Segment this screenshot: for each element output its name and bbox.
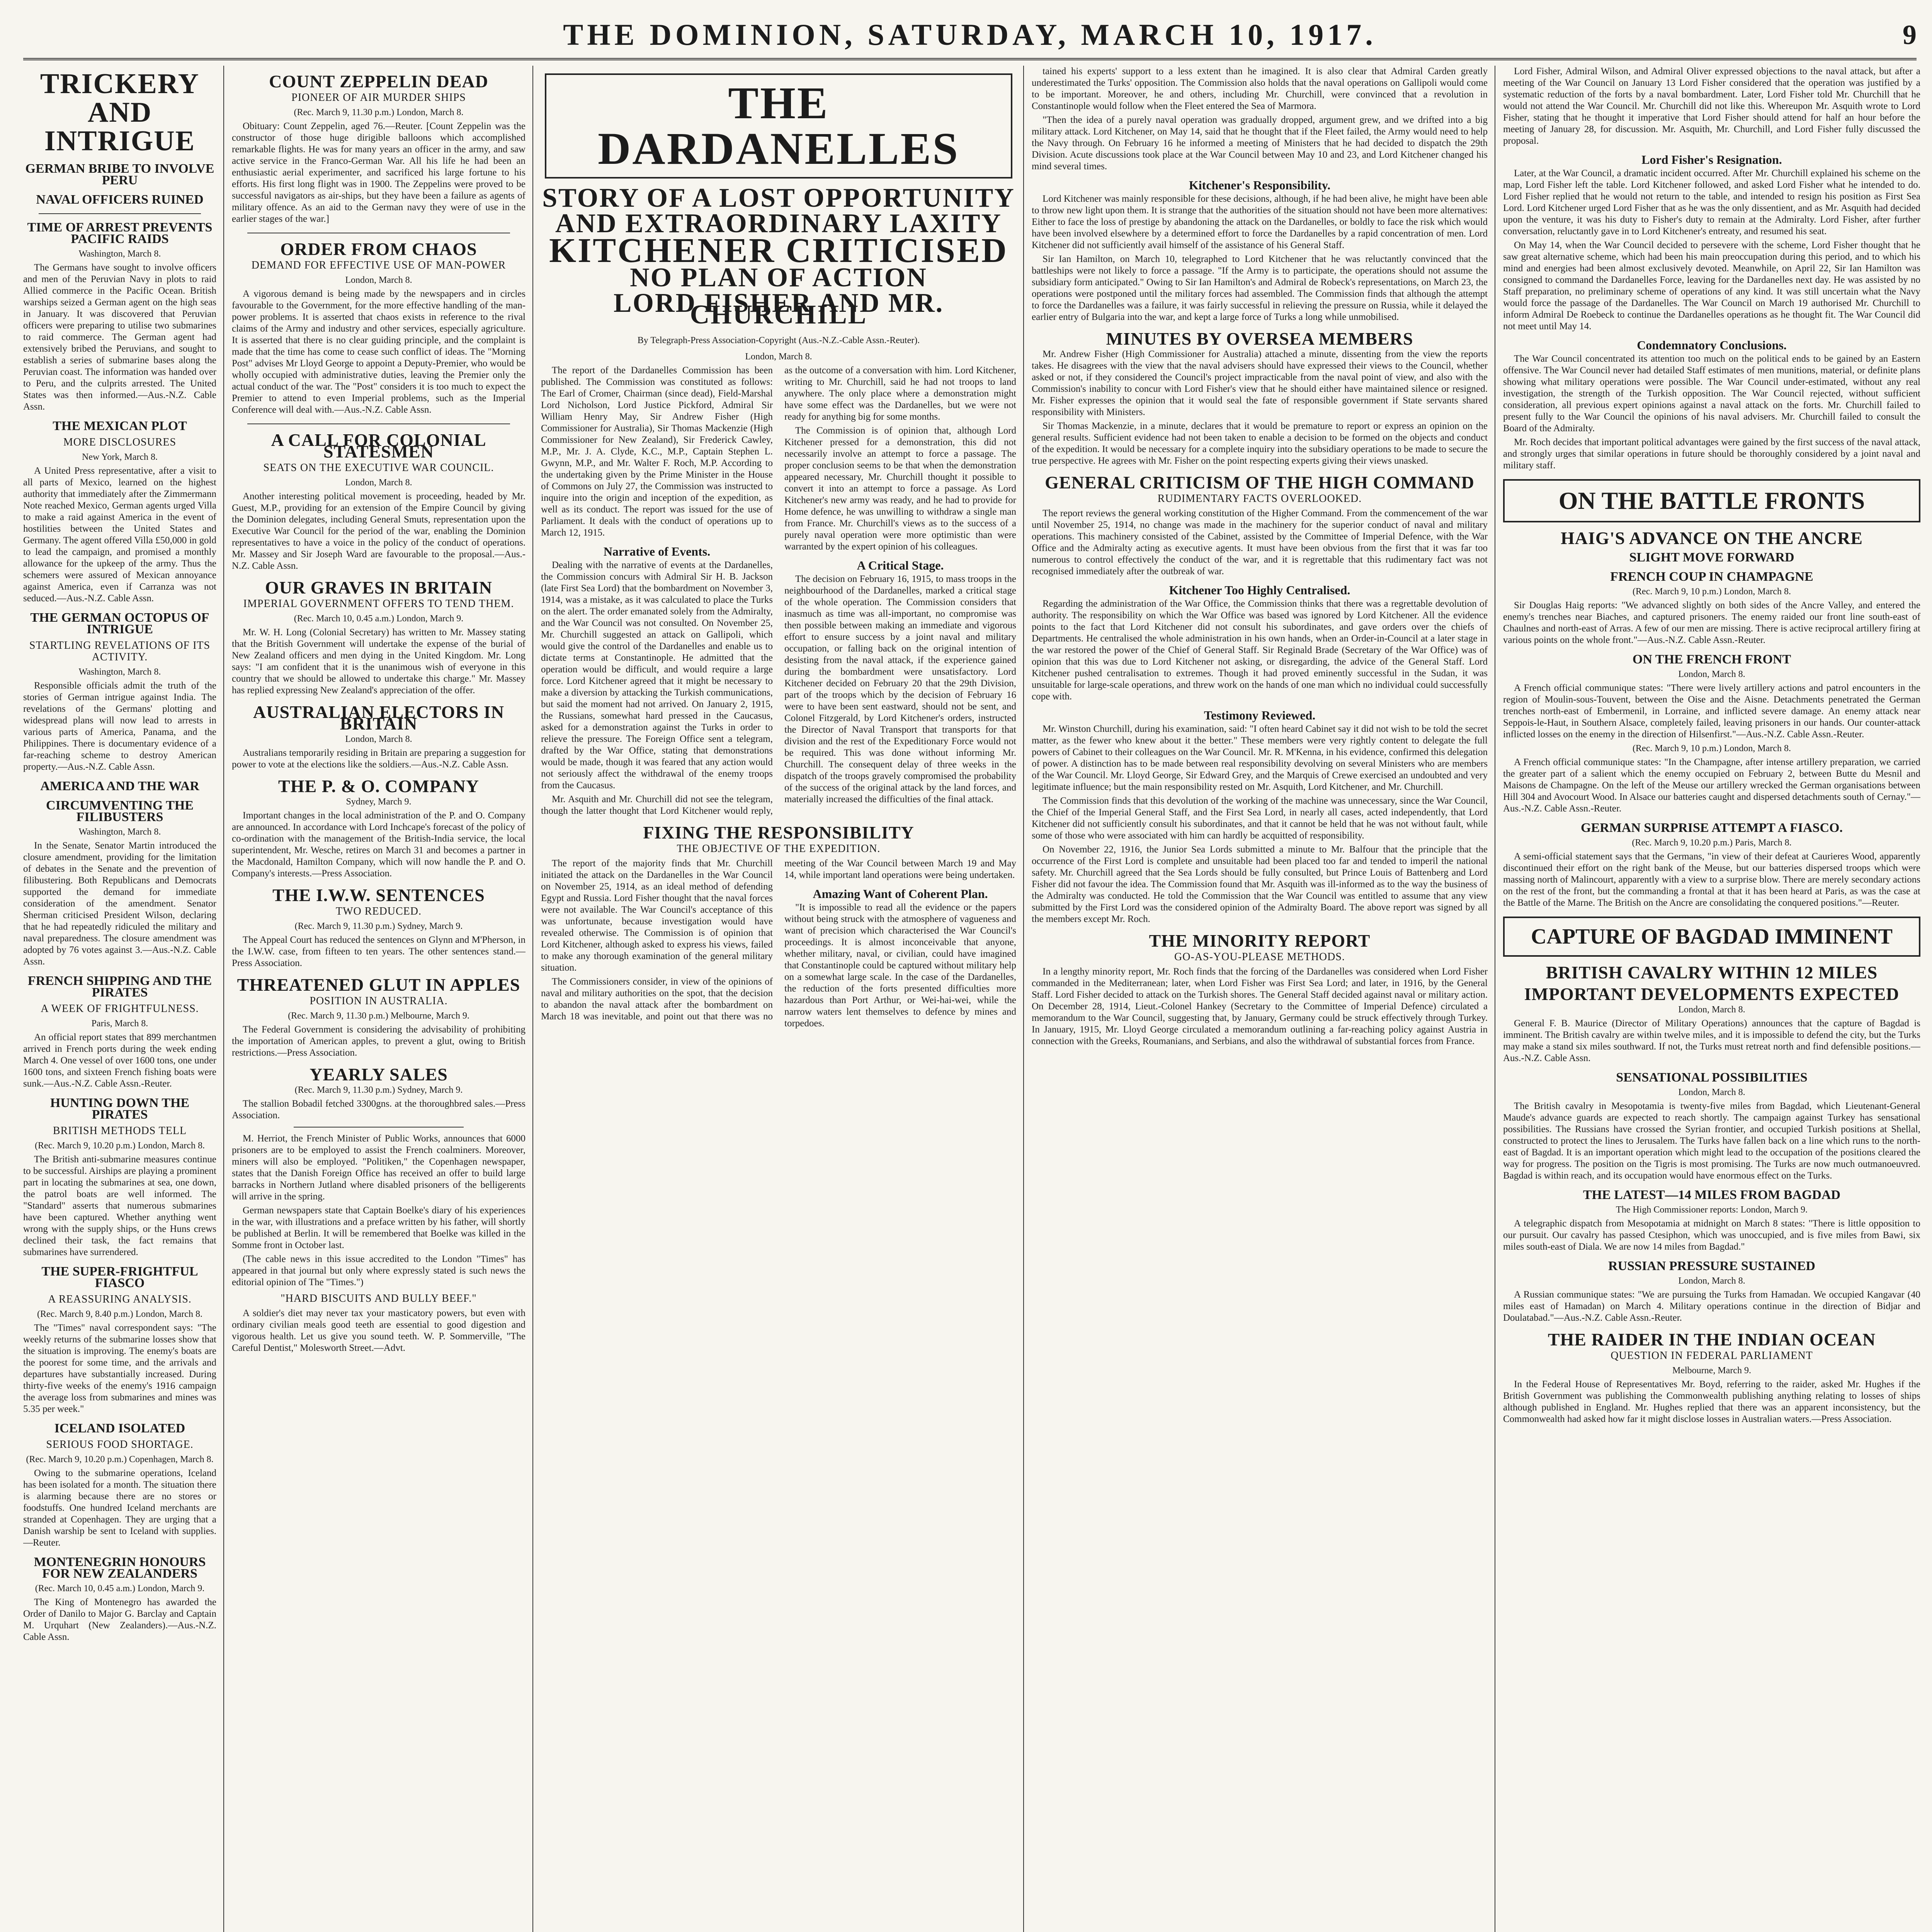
subhead-naval: NAVAL OFFICERS RUINED (36, 192, 204, 207)
headline-mexican-plot: THE MEXICAN PLOT (53, 419, 187, 433)
article-text: Mr. Andrew Fisher (High Commissioner for Australia) attached a minute, dissenting from the view the reports takes. He disagrees with the view that the naval advisers should have expressed their views to the Council, whether asked or not, if they considered the Council's project impracticable from the naval point of view, and also with the Commission's inability to concur with Lord Fisher's view that he should either have maintained silence or resigned. Mr. Fisher expresses the opinion that it would seal the fate of responsible government if State servants shared responsibility with Ministers. (1032, 349, 1488, 417)
article-text: On November 22, 1916, the Junior Sea Lords submitted a minute to Mr. Balfour that the principle that the occurrence of the First Lord is complete and unsuitable had been placed too far and tended to imperil the national safety. Mr. Churchill agreed that the Sea Lords should be fully consulted, but Prince Louis of Battenberg and Lord Fisher did not favour the idea. The Commission found that Mr. Asquith was ill-informed as to the way the business of the Admiralty was conducted. He told the Commission that the War Council was entitled to assume that any view submitted by the First Lord was the considered opinion of the Admiralty Board. The above report was signed by all the members except Mr. Roch. (1032, 844, 1488, 924)
dateline: (Rec. March 9, 11.30 p.m.) Sydney, March 9. (294, 1085, 463, 1095)
subhead-cavalry: BRITISH CAVALRY WITHIN 12 MILES (1546, 963, 1878, 982)
article-text: Regarding the administration of the War Office, the Commission thinks that there was a regrettable devolution of authority. The responsibility on which the War Office was based was ignored by Lord Kitchener. All the evidence points to the fact that Lord Kitchener did not consult his subordinates, and gave orders over the chiefs of Departments. He centralised the whole administration in his own hands, when an Order-in-Council at a later stage in the war restored the power of the Chief of General Staff. Sir Reginald Brade (Secretary of the War Office) was of opinion that this was due to Lord Kitchener not asking, or disregarding, the advice of the General Staff. Lord Kitchener pushed centralisation to extremes. Though it had proved eminently successful in the Sudan, it was unsuitable for large-scale operations, and threw work on the hands of one man which no individual could successfully cope with. (1032, 599, 1488, 702)
article-text: German newspapers state that Captain Boelke's diary of his experiences in the war, with illustrations and a preface written by his father, will shortly be published at Berlin. It will be remembered that Boelke was killed in the Somme front in October last. (232, 1205, 526, 1250)
headline-sensational: SENSATIONAL POSSIBILITIES (1616, 1070, 1808, 1085)
article-text: M. Herriot, the French Minister of Public Works, announces that 6000 prisoners are to be employed to assist the French coalminers. Moreover, miners will also be employed. "Politiken," the Copenhagen newspaper, states that the Danish Foreign Office has received an offer to build large barracks in Northern Jutland where disabled prisoners of the belligerents will arrive in the spring. (232, 1133, 526, 1202)
dateline: New York, March 8. (82, 452, 158, 462)
column-rule (223, 66, 224, 1932)
dateline: London, March 8. (1678, 1005, 1745, 1015)
dateline: Washington, March 8. (78, 667, 161, 677)
headline-bagdad: CAPTURE OF BAGDAD IMMINENT (1531, 925, 1893, 949)
column-4 (1032, 66, 1488, 1932)
article-text: The British cavalry in Mesopotamia is twenty-five miles from Bagdad, which Lieutenant-General Maude's advance guards are expected to reach shortly. The campaign against Turkey has sensational possibilities. The Russians have crossed the Syrian frontier, and occupied Turkish positions at Shellal, constructed to protect the lines to Jerusalem. The Turks have fallen back on a line which runs to the north-east of Bagdad. It is an important operation which might lead to the occupation of the positions cleared the way for progress. The position on the Tigris is most promising. The Turks are now much outmanoeuvred. Bagdad is within reach, and its occupation would have enormous effect on the Turks. (1503, 1101, 1920, 1181)
article-text: Important changes in the local administration of the P. and O. Company are announced. In accordance with Lord Inchcape's forecast of the policy of co-ordination with the management of the British-India service, the local superintendent, Mr. Wesche, retires on March 31 and becomes a partner in the Macdonald, Hamilton Company, which will now handle the P. and O. Company's interests.—Press Association. (232, 810, 526, 879)
dateline: (Rec. March 9, 10.20 p.m.) London, March 8. (35, 1141, 205, 1151)
article-text: Responsible officials admit the truth of the stories of German intrigue against India. The revelations of the Germans' plotting and widespread plans will now lead to arrests in various parts of America, Panama, and the Philippines. There is documentary evidence of a far-reaching scheme to destroy American property.—Aus.-N.Z. Cable Assn. (23, 680, 216, 772)
headline-order: ORDER FROM CHAOS (280, 239, 477, 259)
article-text: In a lengthy minority report, Mr. Roch finds that the forcing of the Dardanelles was considered when Lord Fisher commanded in the Mediterranean; later, when Lord Fisher was First Sea Lord; and later, in 1916, by the General Staff. Lord Fisher decided to attack on the Turkish shores. The General Staff decided against naval or military action. On December 28, 1914, Lieut.-Colonel Hankey (Secretary to the Committee of Imperial Defence) circulated a memorandum to the War Council, suggesting that, by January, Germany could be struck effectively through Turkey. In January, 1915, Mr. Lloyd George circulated a memorandum outlining a far-reaching policy against Austria in connection with the Greeks, Roumanians, and Serbians, and also the withdrawal of substantial forces from France. (1032, 966, 1488, 1046)
subhead-centralised: Kitchener Too Highly Centralised. (1169, 583, 1350, 597)
article-text: The Germans have sought to involve officers and men of the Peruvian Navy in plots to raid Allied commerce in the Pacific Ocean. British warships seized a German agent on the high seas in January. It was discovered that Peruvian officers were preparing to utilise two submarines to raid commerce. The German agent had extensively bribed the Peruvians, and sought to establish a series of submarine bases along the Peruvian coast. The information was handed over to Peru, and the culprits arrested. The United States was then informed.—Aus.-N.Z. Cable Assn. (23, 262, 216, 412)
article-text: A semi-official statement says that the Germans, "in view of their defeat at Caurieres Wood, apparently discontinued their effort on the right bank of the Meuse, but our batteries dispersed troops which were massing north of Malincourt, apparently with a view to a surprise blow. There are merely secondary actions on the rest of the front, but the commanding a frontal at that it has been heard at Paris, as was the case at the Battle of the Marne. The British on the Ancre are consolidating the conquered positions."—Reuter. (1503, 851, 1920, 908)
subhead-seats: SEATS ON THE EXECUTIVE WAR COUNCIL. (263, 462, 494, 474)
dateline: (Rec. March 9, 11.30 p.m.) London, March 8. (294, 107, 464, 117)
article-text: Owing to the submarine operations, Iceland has been isolated for a month. The situation there is alarming because there are no stores or foodstuffs. One hundred Iceland merchants are stranded at Copenhagen. They are urging that a Danish warship be sent to Iceland with supplies.—Reuter. (23, 1468, 216, 1548)
subhead-analysis: A REASSURING ANALYSIS. (48, 1293, 192, 1305)
article-text: The King of Montenegro has awarded the Order of Danilo to Major G. Barclay and Captain M. Urquhart (New Zealanders).—Aus.-N.Z. Cable Assn. (23, 1597, 216, 1642)
article-text: A Russian communique states: "We are pursuing the Turks from Hamadan. We occupied Kangavar (40 miles east of Hamadan) on March 4. Military operations continue in the direction of Bidjar and Doulatabad."—Aus.-N.Z. Cable Assn.-Reuter. (1503, 1289, 1920, 1323)
subhead-slight: SLIGHT MOVE FORWARD (1629, 550, 1794, 565)
dateline: London, March 8. (745, 352, 812, 362)
article-text: "Then the idea of a purely naval operation was gradually dropped, argument grew, and we drifted into a big military attack. Lord Kitchener, on May 14, said that he thought that if the Fleet failed, the Army would need to help the Navy through. On February 16 he informed a meeting of Ministers that he had decided to dispatch the 29th Division. Acute discussions took place at the War Council between May 10 and 23, and Lord Kitchener changed his mind several times. (1032, 115, 1488, 172)
article-text: Lord Kitchener was mainly responsible for these decisions, although, if he had been alive, he might have been able to throw new light upon them. It is strange that the authorities of the situation should not have been more alternatives: Either to face the loss of prestige by abandoning the attack on the Dardanelles, or boldly to face the risk which would have been involved elsewhere by a determined effort to force the Dardanelles by a rapid concentration of men. Lord Kitchener did not sufficiently avail himself of the assistance of his General Staff. (1032, 194, 1488, 250)
headline-biscuits: "HARD BISCUITS AND BULLY BEEF." (281, 1293, 477, 1304)
article-text: The report of the Dardanelles Commission has been published. The Commission was constituted as follows: The Earl of Cromer, Chairman (since dead), Field-Marshal Lord Nicholson, Lord Justice Pickford, Admiral Sir William Henry May, Sir Andrew Fisher (High Commissioner for Australia), Sir Thomas Mackenzie (High Commissioner for New Zealand), Sir Frederick Cawley, M.P., Mr. J. A. Clyde, K.C., M.P., Captain Stephen L. Gwynn, M.P., and Mr. Walter F. Roch, M.P. According to the undertaking given by the Prime Minister in the House of Commons on July 27, the Commission was instructed to inquire into the origin and inception of the expedition, as well as its conduct. The report was issued for the use of Parliament. It deals with the conduct of operations up to March 12, 1915. (541, 365, 773, 538)
article-text: The Commissioners consider, in view of the opinions of naval and military authorities on the spot, that the decision to abandon the naval attack after the bombardment on March 18 was inevitable, and point out that there was no meeting of the War Council between March 19 and May 14, while important land operations were being undertaken. (541, 858, 1016, 1022)
subhead-methods: BRITISH METHODS TELL (53, 1125, 187, 1137)
headline-sales: YEARLY SALES (310, 1065, 448, 1084)
headline-iceland: ICELAND ISOLATED (54, 1421, 185, 1435)
article-text: On May 14, when the War Council decided to persevere with the scheme, Lord Fisher thought that he saw great alternative scheme, which had been his main preoccupation during this period, and to which his mind and energies had been almost exclusively devoted. Meanwhile, on April 22, Sir Ian Hamilton was consigned to command the Dardanelles Force, leaving for the Dardanelles next day. He was assisted by no Staff preparation, no preliminary scheme of operations of any kind. It was still uncertain what the Navy would force the passage of the Dardanelles. The War Council on March 19 authorised Mr. Churchill to inform Admiral De Roebeck to continue the Dardanelles operations as he thought fit. The War Council did not meet until May 14. (1503, 240, 1920, 332)
article-text: The War Council concentrated its attention too much on the political ends to be gained by an Eastern offensive. The War Council never had detailed Staff estimates of men munitions, material, or definite plans showing what military operations were possible. The War Council under-estimated, without any real investigation, the strength of the Turkish opposition. The War Council rejected, without sufficient consideration, all previous expert opinions against a naval attack on the forts. Mr. Churchill failed to present fully to the War Council the opinions of his naval advisers. Mr. Churchill failed to consult the Board of the Admiralty. (1503, 354, 1920, 434)
article-text: A French official communique states: "In the Champagne, after intense artillery preparation, we carried the greater part of a salient which the enemy occupied on February 2, between Butte du Mesnil and Maisons de Champagne. On the left of the Meuse our artillery wrecked the German organisations between Hill 304 and Avocourt Wood. In Alsace our batteries caught and dispersed detachments south of Cernay."—Aus.-N.Z. Cable Assn.-Reuter. (1503, 757, 1920, 814)
column-3 (541, 66, 1016, 1932)
subhead-responsibility: Kitchener's Responsibility. (1189, 178, 1331, 192)
separator (294, 1127, 464, 1128)
headline-fiasco: THE SUPER-FRIGHTFUL FIASCO (41, 1264, 198, 1290)
headline-graves: OUR GRAVES IN BRITAIN (265, 578, 493, 597)
dateline: Sydney, March 9. (346, 797, 412, 807)
article-text: Australians temporarily residing in Britain are preparing a suggestion for power to vote at the elections like the soldiers.—Aus.-N.Z. Cable Assn. (232, 748, 526, 770)
article-text: Mr. Asquith and Mr. Churchill did not see the telegram, though the latter thought that Lord Kitchener would reply, as the outcome of a conversation with him. Lord Kitchener, writing to Mr. Churchill, said he had not troops to land anywhere. The only place where a demonstration might have some effect was the Dardanelles, but we were not ready for anything big for some months. (541, 365, 1016, 816)
subhead-food: SERIOUS FOOD SHORTAGE. (46, 1439, 194, 1451)
article-text: The decision on February 16, 1915, to mass troops in the neighbourhood of the Dardanelles, marked a critical stage of the whole operation. The Commission considers that inasmuch as time was all-important, no compromise was then possible between making an immediate and vigorous effort to ensure success by a joint naval and military occupation, or falling back on the original intention of desisting from the naval attack, if the experience gained during the bombardment were unsatisfactory. Lord Kitchener decided on February 20 that the 29th Division, part of the troops which by the decision of February 16 were to have been sent eastward, should not be sent, and Colonel Fitzgerald, by Lord Kitchener's orders, instructed the Director of Naval Transport that transports for that division and the rest of the Expeditionary Force would not be required. This was done without informing Mr. Churchill. The consequent delay of three weeks in the dispatch of the troops gravely compromised the probability of the success of the original attack by the land forces, and materially increased the difficulties of the final attack. (784, 574, 1016, 804)
headline-electors: AUSTRALIAN ELECTORS IN BRITAIN (253, 702, 504, 733)
headline-colonial: A CALL FOR COLONIAL STATESMEN (271, 430, 486, 461)
dateline: (Rec. March 9, 8.40 p.m.) London, March 8. (37, 1309, 202, 1319)
headline-iww: THE I.W.W. SENTENCES (272, 885, 485, 905)
headline-minority: THE MINORITY REPORT (1149, 931, 1371, 951)
subhead-testimony: Testimony Reviewed. (1204, 708, 1316, 722)
subhead-objective: THE OBJECTIVE OF THE EXPEDITION. (677, 843, 881, 855)
headline-po: THE P. & O. COMPANY (278, 776, 479, 796)
article-text: tained his experts' support to a less extent than he imagined. It is also clear that Admiral Carden greatly underestimated the Turks' opposition. The Commission also holds that the naval operations on Gallipoli would come to be important. Moreover, he and others, including Mr. Churchill, were convinced that a revolution in Constantinople would follow when the Fleet entered the Sea of Marmora. (1032, 66, 1488, 111)
subhead-frightfulness: A WEEK OF FRIGHTFULNESS. (41, 1003, 199, 1015)
subhead-laxity: AND EXTRAORDINARY LAXITY (555, 209, 1002, 238)
dateline: (Rec. March 9, 11.30 p.m.) Melbourne, March 9. (288, 1011, 469, 1021)
article-body (541, 858, 1016, 1029)
headline-zeppelin: COUNT ZEPPELIN DEAD (269, 71, 488, 91)
dateline: London, March 8. (1678, 1087, 1745, 1097)
article-text: The stallion Bobadil fetched 3300gns. at the thoroughbred sales.—Press Association. (232, 1099, 526, 1121)
article-text: Lord Fisher, Admiral Wilson, and Admiral Oliver expressed objections to the naval attack, but after a meeting of the War Council on January 13 Lord Fisher considered that the operation was justified by a systematic reduction of the forts by a naval bombardment. Later, Lord Fisher told Mr. Churchill that he would not attend the War Council. Mr. Churchill did not like this. Whereupon Mr. Asquith wrote to Lord Fisher, stating that he thought it imperative that Lord Fisher should attend for half an hour before the meeting of January 28, for discussion. Mr. Asquith, Mr. Churchill, and Lord Fisher fully discussed the proposal. (1503, 66, 1920, 146)
subhead-kitchener: KITCHENER CRITICISED (549, 231, 1008, 270)
article-text: A United Press representative, after a visit to all parts of Mexico, learned on the highest authority that immediately after the Zimmermann Note reached Mexico, German agents urged Villa to make a raid against America in the event of hostilities between the United States and Germany. The agent offered Villa £50,000 in gold to lead the campaign, and promised a monthly allowance for the upkeep of the army. Thus the schemers were assured of Mexican annoyance against America, even if Carranza was not seduced.—Aus.-N.Z. Cable Assn. (23, 466, 216, 604)
wire-credit: By Telegraph-Press Association-Copyright (Aus.-N.Z.-Cable Assn.-Reuter). (637, 335, 920, 345)
column-1 (23, 66, 216, 1932)
subhead-haig: HAIG'S ADVANCE ON THE ANCRE (1561, 528, 1863, 548)
dateline: London, March 8. (1678, 669, 1745, 679)
article-text: Sir Thomas Mackenzie, in a minute, declares that it would be premature to report or express an opinion on the general results. Sufficient evidence had not been taken to enable a decision to be formed on the objects and conduct of the expedition. It would be necessary for a complete inquiry into the subsidiary operations to be made to secure the true perspective. He agrees with Mr. Fisher on the point respecting experts giving their views unasked. (1032, 421, 1488, 466)
headline-hunting: HUNTING DOWN THE PIRATES (50, 1096, 190, 1122)
subhead-champagne: FRENCH COUP IN CHAMPAGNE (1610, 570, 1813, 584)
dateline: London, March 8. (1678, 1276, 1745, 1286)
headline-french-front: ON THE FRENCH FRONT (1632, 652, 1791, 667)
article-text: Mr. W. H. Long (Colonial Secretary) has written to Mr. Massey stating that the British Government will undertake the expense of the burial of New Zealand officers and men dying in the United Kingdom. Mr. Long says: "I am confident that it is the unanimous wish of everyone in this country that we should be allowed to undertake this charge." Mr. Massey has replied expressing New Zealand's appreciation of the offer. (232, 627, 526, 696)
subhead-position: POSITION IN AUSTRALIA. (310, 995, 448, 1007)
article-text: A vigorous demand is being made by the newspapers and in circles favourable to the Government, for the more effective handling of the man-power problems. It is asserted that chaos exists in reference to the rival claims of the Army and industry and other services, especially agriculture. It is asserted that there is no clear guiding principle, and the complaint is made that the time has come to cease such conflict of ideas. The "Morning Post" advises Mr Lloyd George to appoint a Deputy-Premier, who would be wholly occupied with administrative duties, leaving the Premier only the actual conduct of the war. The "Post" considers it is too much to expect the Premier to attend to even Imperial problems, such as the Imperial Conference will deal with.—Aus.-N.Z. Cable Assn. (232, 289, 526, 415)
article-text: "It is impossible to read all the evidence or the papers without being struck with the atmosphere of vagueness and want of precision which characterised the War Council's proceedings. It is almost inconceivable that anyone, whether military, naval, or civilian, could have imagined that Constantinople could be captured without military help on a somewhat large scale. In the case of the Dardanelles, the reduction of the forts presented difficulties more hazardous than Port Arthur, or Wei-hai-wei, while the narrow waters lent themselves to defence by mines and torpedoes. (784, 902, 1016, 1029)
article-text: The "Times" naval correspondent says: "The weekly returns of the submarine losses show that the situation is improving. The enemy's boats are the poorest for some time, and the arrivals and departures have substantially increased. During thirty-five weeks of the enemy's 1916 campaign the average loss from submarines and mines was 5.35 per week." (23, 1323, 216, 1414)
subhead-disclosures: MORE DISCLOSURES (63, 436, 177, 448)
dateline: The High Commissioner reports: London, March 9. (1616, 1205, 1808, 1215)
subhead-narrative: Narrative of Events. (603, 544, 711, 558)
dateline: London, March 8. (345, 275, 412, 285)
headline-french-shipping: FRENCH SHIPPING AND THE PIRATES (27, 974, 212, 1000)
subhead-rudimentary: RUDIMENTARY FACTS OVERLOOKED. (1157, 493, 1362, 505)
column-5 (1503, 66, 1920, 1932)
subhead-manpower: DEMAND FOR EFFECTIVE USE OF MAN-POWER (251, 259, 506, 271)
dateline: Washington, March 8. (78, 827, 161, 837)
article-text: The Appeal Court has reduced the sentences on Glynn and M'Pherson, in the I.W.W. case, from fifteen to ten years. The other sentences stand.—Press Association. (232, 935, 526, 968)
subhead-critical: A Critical Stage. (857, 558, 944, 572)
dateline: (Rec. March 9, 11.30 p.m.) Sydney, March 9. (294, 921, 463, 931)
separator (247, 423, 510, 424)
article-text: Obituary: Count Zeppelin, aged 76.—Reuter. [Count Zeppelin was the constructor of those huge dirigible balloons which accomplished remarkable flights. He was for many years an officer in the army, and saw active service in the Franco-German War. All his life he had been an enthusiastic aerial experimenter, and sacrificed his large fortune to his efforts. His first long flight was in 1900. The Zeppelins were proved to be successful navigators as air-ships, but they have been a failure as agents of military offence. As an aid to the German navy they were of use in the earlier stages of the war.] (232, 121, 526, 224)
column-rule (532, 66, 533, 1932)
dateline: London, March 8. (345, 478, 412, 488)
separator (39, 213, 201, 214)
dateline: (Rec. March 10, 0.45 a.m.) London, March 9. (35, 1583, 205, 1594)
article-text: In the Federal House of Representatives Mr. Boyd, referring to the raider, asked Mr. Hughes if the British Government was publishing the Commonwealth publishing anything relating to losses of ships although published in England. Mr. Hughes replied that there was an apparent inconsistency, but the Commonwealth had asked how far it might disclose losses in Australian waters.—Press Association. (1503, 1379, 1920, 1424)
article-text: The Federal Government is considering the advisability of prohibiting the importation of American apples, to prevent a glut, owing to British restrictions.—Press Association. (232, 1024, 526, 1058)
headline-russian: RUSSIAN PRESSURE SUSTAINED (1608, 1259, 1815, 1273)
article-text: Later, at the War Council, a dramatic incident occurred. After Mr. Churchill explained his scheme on the map, Lord Fisher left the table. Lord Kitchener followed, and asked Lord Fisher what he intended to do. Lord Fisher replied that he would not return to the table, and intended to resign his position as First Sea Lord. Lord Kitchener urged Lord Fisher that as he was the only dissentient, and as Mr. Asquith had decided upon the venture, it was his duty to Fisher's duty to remain at the Admiralty. Lord Fisher, after further conversation, reluctantly gave in to Lord Kitchener's entreaty, and resumed his seat. (1503, 168, 1920, 236)
battle-fronts-box (1503, 479, 1920, 522)
headline-montenegrin: MONTENEGRIN HONOURS FOR NEW ZEALANDERS (34, 1555, 206, 1581)
subhead-story: STORY OF A LOST OPPORTUNITY (542, 183, 1015, 213)
headline-surprise: GERMAN SURPRISE ATTEMPT A FIASCO. (1581, 821, 1843, 835)
subhead-want: Amazing Want of Coherent Plan. (813, 887, 988, 901)
masthead-title: THE DOMINION, SATURDAY, MARCH 10, 1917. (563, 18, 1377, 51)
headline-raider: THE RAIDER IN THE INDIAN OCEAN (1548, 1330, 1876, 1349)
subhead-resignation: Lord Fisher's Resignation. (1641, 153, 1782, 167)
subhead-pacific: TIME OF ARREST PREVENTS PACIFIC RAIDS (27, 220, 213, 246)
dateline: (Rec. March 9, 10 p.m.) London, March 8. (1633, 743, 1791, 753)
headline-battle-fronts: ON THE BATTLE FRONTS (1558, 487, 1865, 514)
subhead-peru: GERMAN BRIBE TO INVOLVE PERU (25, 162, 214, 187)
subhead-methods: GO-AS-YOU-PLEASE METHODS. (1174, 951, 1345, 963)
dateline: (Rec. March 10, 0.45 a.m.) London, March 9. (294, 614, 464, 624)
article-text: The British anti-submarine measures continue to be successful. Airships are playing a prominent part in locating the submarines at sea, one down, the patrol boats are well informed. The "Standard" asserts that numerous submarines have been captured. Whether anything went wrong with the supply ships, or the Huns crews declined their task, the fact remains that submarines have surrendered. (23, 1154, 216, 1257)
subhead-reduced: TWO REDUCED. (336, 905, 422, 917)
article-text: A telegraphic dispatch from Mesopotamia at midnight on March 8 states: "There is little opposition to our pursuit. Our cavalry has passed Ctesiphon, which was unoccupied, and is five miles from Bawi, six miles south-east of Diala. We are now 14 miles from Bagdad." (1503, 1218, 1920, 1252)
column-2 (232, 66, 526, 1932)
subhead-revelations: STARTLING REVELATIONS OF ITS ACTIVITY. (29, 639, 211, 663)
masthead (23, 12, 1917, 60)
article-text: The Commission is of opinion that, although Lord Kitchener pressed for a demonstration, this did not necessarily involve an attempt to force a passage. The proper conclusion seems to be that when the demonstration appeared necessary, Mr. Churchill thought it possible to convert it into an attempt to force a passage. As Lord Kitchener's new army was ready, and he had to provide for Home defence, he was unwilling to withdraw a single man from France. Mr. Churchill's views as to the success of a purely naval operation were more optimistic than were warranted by the expert opinion of his colleagues. (784, 425, 1016, 552)
advertisement-text: A soldier's diet may never tax your masticatory powers, but even with ordinary civilian meals good teeth are essential to good digestion and vigorous health. Let us give you sound teeth. W. P. Sommerville, "The Careful Dentist," Molesworth Street.—Advt. (232, 1308, 526, 1353)
headline-dardanelles: THE DARDANELLES (545, 73, 1012, 179)
dateline: Paris, March 8. (91, 1019, 148, 1029)
article-text: Sir Douglas Haig reports: "We advanced slightly on both sides of the Ancre Valley, and entered the enemy's trenches near Biaches, and captured prisoners. The enemy raided our front line south-east of Chaulnes and north-east of Arras. A few of our men are missing. There is active reciprocal artillery firing at various points on the whole front."—Aus.-N.Z. Cable Assn.-Reuter. (1503, 600, 1920, 645)
subhead-no-plan: NO PLAN OF ACTION (630, 263, 927, 293)
article-text: Mr. Winston Churchill, during his examination, said: "I often heard Cabinet say it did not wish to be told the secret matter, as the fewer who knew about it the better." These members were very rightly content to delegate the full powers of Cabinet to their colleagues on the War Council. Mr. R. M'Kenna, in his evidence, confirmed this delegation of power. A distinction has to be made between real responsibility devolving on several Ministers who are members of the War Council. Mr. Lloyd George, Sir Edward Grey, and the Marquis of Crewe exercised an undoubted and very legitimate influence; but the main responsibility rested on Mr. Asquith, Lord Kitchener, and Mr. Churchill. (1032, 724, 1488, 792)
column-rule (1023, 66, 1024, 1932)
headline-apples: THREATENED GLUT IN APPLES (237, 975, 520, 995)
dateline: Washington, March 8. (78, 249, 161, 259)
headline-trickery: TRICKERY AND INTRIGUE (40, 68, 200, 157)
article-text: Mr. Roch decides that important political advantages were gained by the first success of the naval attack, and strongly urges that similar operations in future should be thoroughly considered by a joint naval and military staff. (1503, 437, 1920, 471)
headline-latest: THE LATEST—14 MILES FROM BAGDAD (1583, 1188, 1841, 1202)
subhead-developments: IMPORTANT DEVELOPMENTS EXPECTED (1524, 984, 1900, 1004)
subhead-pioneer: PIONEER OF AIR MURDER SHIPS (291, 92, 466, 104)
headline-fixing: FIXING THE RESPONSIBILITY (643, 823, 914, 842)
subhead-filibusters: CIRCUMVENTING THE FILIBUSTERS (46, 798, 194, 824)
article-body (541, 365, 1016, 817)
headline-minutes: MINUTES BY OVERSEA MEMBERS (1106, 329, 1413, 349)
article-text: A French official communique states: "There were lively artillery actions and patrol encounters in the region of Moulin-sous-Touvent, between the Oise and the Aisne. Detachments penetrated the German trenches north-east of Embermenil, in Lorraine, and inflicted severe damage. An enemy attack near Seppois-le-Haut, in Southern Alsace, completely failed, leaving prisoners in our hands. Our counter-attack inflicted losses on the enemy in the direction of Hilsenfirst."—Aus.-N.Z. Cable Assn.-Reuter. (1503, 683, 1920, 740)
subhead-fisher-churchill: LORD FISHER AND MR. CHURCHILL (613, 288, 944, 330)
headline-general-criticism: GENERAL CRITICISM OF THE HIGH COMMAND (1045, 473, 1475, 492)
article-text: Sir Ian Hamilton, on March 10, telegraphed to Lord Kitchener that he was reluctantly convinced that the battleships were not likely to force a passage. "If the Army is to participate, the operations should not assume the subsidiary form anticipated." Owing to Sir Ian Hamilton's and Admiral de Robeck's representations, on March 23, the operations were postponed until the military forces had assembled. The Commission finds that although the attempt to force the Dardanelles was a failure, it was fairly successful in relieving the pressure on Russia, while it delayed the earlier entry of Bulgaria into the war, and kept a large force of Turks a long while unmobilised. (1032, 254, 1488, 322)
article-text: General F. B. Maurice (Director of Military Operations) announces that the capture of Bagdad is imminent. The British cavalry are within twelve miles, and it is impossible to defend the city, but the Turks may make a stand six miles southward. If not, the Turks must retreat north and find defensible positions.—Aus.-N.Z. Cable Assn. (1503, 1018, 1920, 1063)
dateline: (Rec. March 9, 10.20 p.m.) Copenhagen, March 8. (26, 1454, 214, 1464)
subhead-condemnatory: Condemnatory Conclusions. (1637, 338, 1787, 352)
headline-america: AMERICA AND THE WAR (40, 779, 199, 793)
dateline: (Rec. March 9, 10 p.m.) London, March 8. (1633, 587, 1791, 597)
article-text: (The cable news in this issue accredited to the London "Times" has appeared in that journal but only where expressly stated is such news the editorial opinion of The "Times.") (232, 1254, 526, 1287)
article-text: The report of the majority finds that Mr. Churchill initiated the attack on the Dardanelles in the War Council on November 25, 1914, as an ideal method of defending Egypt and Russia. Lord Fisher thought that the naval forces were not available. The War Council's acceptance of this was unfortunate, because investigation would have revealed otherwise. The Commission is of opinion that Lord Kitchener, although asked to express his views, failed to make any thorough examination of the general military situation. (541, 858, 773, 973)
subhead-question: QUESTION IN FEDERAL PARLIAMENT (1611, 1350, 1813, 1362)
article-text: The Commission finds that this devolution of the working of the machine was unnecessary, since the War Council, the Chief of the Imperial General Staff, and the First Sea Lord, in nearly all cases, acted independently, that Lord Kitchener did not sufficiently consult his subordinates, and that it cannot be held that he was not without fault, while some of those who were associated with him can hardly be acquitted of responsibility. (1032, 796, 1488, 841)
article-text: In the Senate, Senator Martin introduced the closure amendment, providing for the limitation of debates in the Senate and the prevention of filibustering. Both Republicans and Democrats supported the demand for immediate consideration of the amendment. Senator Sherman criticised President Wilson, declaring that he had repeatedly ridiculed the military and naval preparedness. The closure amendment was adopted by 76 votes against 3.—Aus.-N.Z. Cable Assn. (23, 840, 216, 967)
page-number: 9 (1903, 19, 1917, 50)
bagdad-box (1503, 917, 1920, 957)
headline-octopus: THE GERMAN OCTOPUS OF INTRIGUE (30, 611, 209, 636)
subhead-imperial: IMPERIAL GOVERNMENT OFFERS TO TEND THEM. (243, 598, 514, 610)
article-text: An official report states that 899 merchantmen arrived in French ports during the week ending March 4. One vessel of over 1600 tons, one under 1600 tons, and sixteen French fishing boats were sunk.—Aus.-N.Z. Cable Assn.-Reuter. (23, 1032, 216, 1089)
dateline: Melbourne, March 9. (1672, 1366, 1751, 1376)
article-text: Another interesting political movement is proceeding, headed by Mr. Guest, M.P., providing for an extension of the Empire Council by giving the Dominion delegates, including General Smuts, representation upon the Executive War Council for the period of the war, enabling the Dominion representatives to have a voice in the policy of the conduct of operations. Mr. Massey and Sir Joseph Ward are favourable to the proposal.—Aus.-N.Z. Cable Assn. (232, 491, 526, 571)
dateline: London, March 8. (345, 734, 412, 744)
article-text: Dealing with the narrative of events at the Dardanelles, the Commission concurs with Admiral Sir H. B. Jackson (late First Sea Lord) that the bombardment on November 3, 1914, was a mistake, as it was calculated to place the Turks on the alert. The order emanated solely from the Admiralty, and the War Council was not consulted. On November 25, Mr. Churchill suggested an attack on Gallipoli, which would give the control of the Dardanelles and enable us to dictate terms at Constantinople. He admitted that the operation would be difficult, and would require a large force. Lord Kitchener agreed that it might be necessary to make a diversion by attacking the Turkish communications, but said the moment had not arrived. On January 2, 1915, the Russians, somewhat hard pressed in the Caucasus, asked for a demonstration against the Turks in order to relieve the pressure. The Foreign Office sent a telegram, drafted by the War Office, stating that demonstrations would be made, though it was feared that any action would not seriously affect the withdrawal of the enemy troops from the Caucasus. (541, 560, 773, 791)
dateline: (Rec. March 9, 10.20 p.m.) Paris, March 8. (1632, 838, 1792, 848)
article-text: The report reviews the general working constitution of the Higher Command. From the commencement of the war until November 25, 1914, no change was made in the machinery for the superior conduct of naval and military operations. This machinery consisted of the Cabinet, assisted by the Committee of Imperial Defence, with the War Office and the Admiralty acting as executive agents. It must have been obvious from the first that it was far too numerous to control effectively the conduct of the war, and it is regrettable that this rudimentary fact was not recognised immediately after the outbreak of war. (1032, 508, 1488, 577)
